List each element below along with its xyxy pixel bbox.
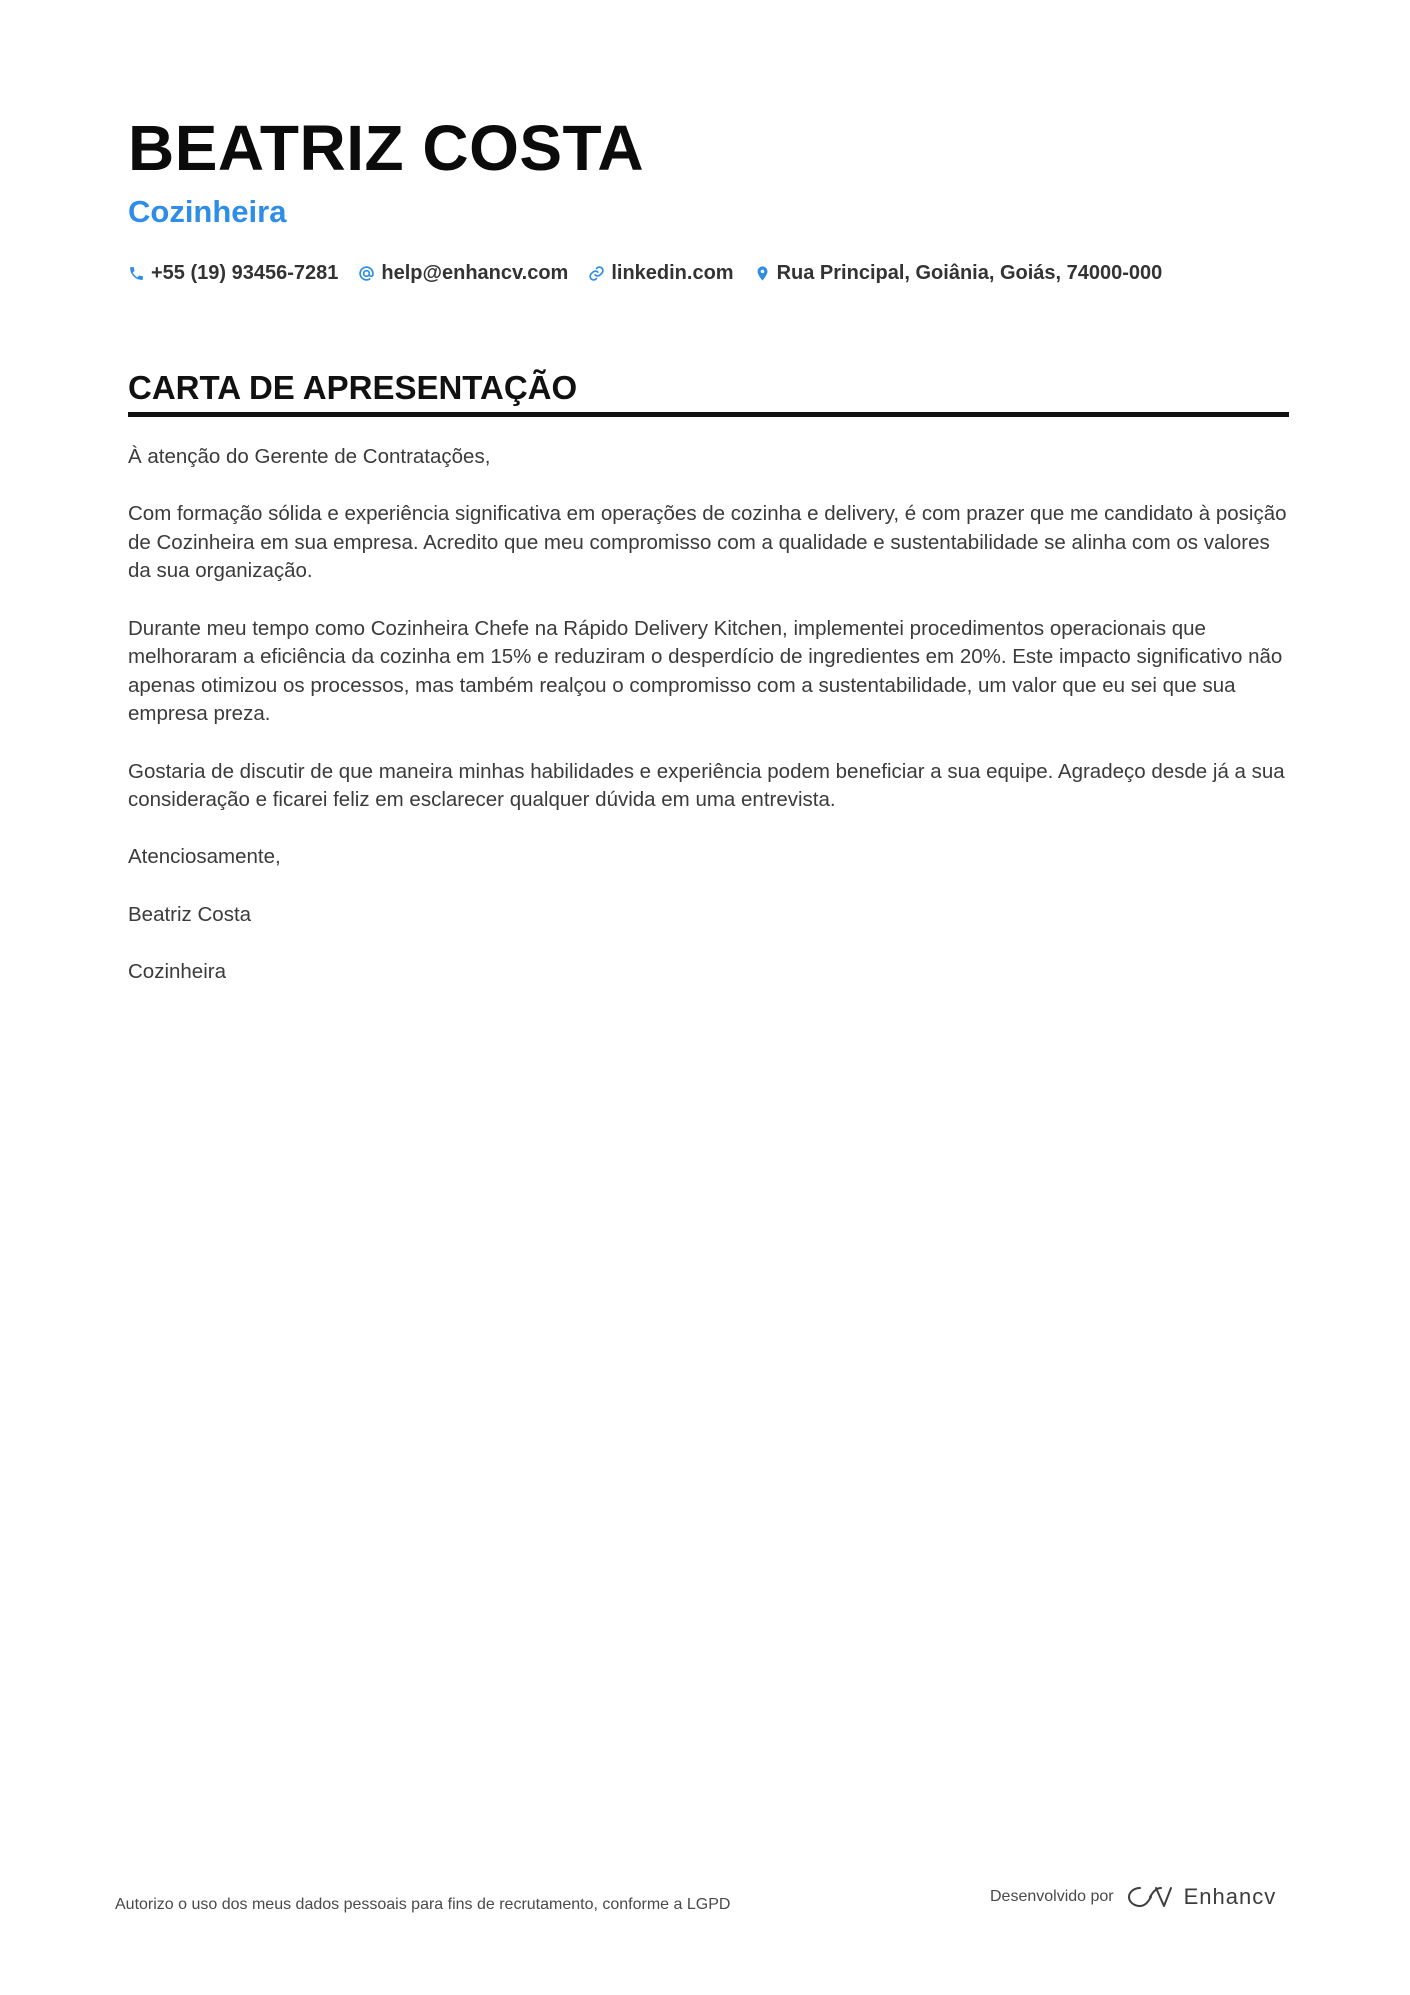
link-icon (588, 265, 605, 282)
developed-by-label: Desenvolvido por (990, 1888, 1114, 1905)
contact-phone[interactable] (128, 262, 338, 285)
letter-paragraph: Durante meu tempo como Cozinheira Chefe na Rápido Delivery Kitchen, implementei procedimentos operacionais que melhoraram a eficiência da cozinha em 15% e reduziram o desperdício de ingredientes em 20%. Este impacto significativo não apenas otimizou os processos, mas também realçou o compromisso com a sustentabilidade, um valor que eu sei que sua empresa preza. (128, 616, 1283, 726)
section-divider (128, 412, 1289, 417)
footer-branding[interactable] (990, 1884, 1276, 1910)
letter-paragraph: Com formação sólida e experiência significativa em operações de cozinha e delivery, é com prazer que me candidato à posição de Cozinheira em sua empresa. Acredito que meu compromisso com a qualidade e sustentabilidade se alinha com os valores da sua organização. (128, 502, 1287, 583)
letter-body (128, 443, 1289, 986)
location-pin-icon (754, 265, 771, 282)
consent-note: Autorizo o uso dos meus dados pessoais para fins de recrutamento, conforme a LGPD (115, 1896, 731, 1913)
email-text: help@enhancv.com (381, 262, 569, 284)
letter-paragraph: Gostaria de discutir de que maneira minhas habilidades e experiência podem beneficiar a sua equipe. Agradeço desde já a sua consideração e ficarei feliz em esclarecer qualquer dúvida em uma entrevista. (128, 759, 1285, 812)
cover-letter-section (128, 364, 1289, 1015)
signature-role: Cozinheira (128, 959, 226, 983)
address-text: Rua Principal, Goiânia, Goiás, 74000-000 (776, 262, 1163, 284)
candidate-name: BEATRIZ COSTA (128, 112, 645, 184)
candidate-role: Cozinheira (128, 194, 287, 229)
phone-text: +55 (19) 93456-7281 (151, 262, 339, 284)
letter-greeting: À atenção do Gerente de Contratações, (128, 445, 491, 468)
link-text: linkedin.com (611, 262, 734, 284)
contact-link[interactable] (588, 262, 733, 285)
letter-closing: Atenciosamente, (128, 845, 281, 869)
contact-address (754, 262, 1163, 285)
enhancv-logo-icon (1126, 1884, 1174, 1910)
at-icon (358, 265, 375, 282)
brand (1126, 1884, 1277, 1910)
header (128, 108, 1288, 285)
signature-name: Beatriz Costa (128, 902, 252, 926)
contact-bar (128, 262, 1288, 285)
brand-name: Enhancv (1183, 1884, 1277, 1909)
section-title: CARTA DE APRESENTAÇÃO (128, 369, 578, 406)
phone-icon (128, 265, 145, 282)
contact-email[interactable] (358, 262, 568, 285)
